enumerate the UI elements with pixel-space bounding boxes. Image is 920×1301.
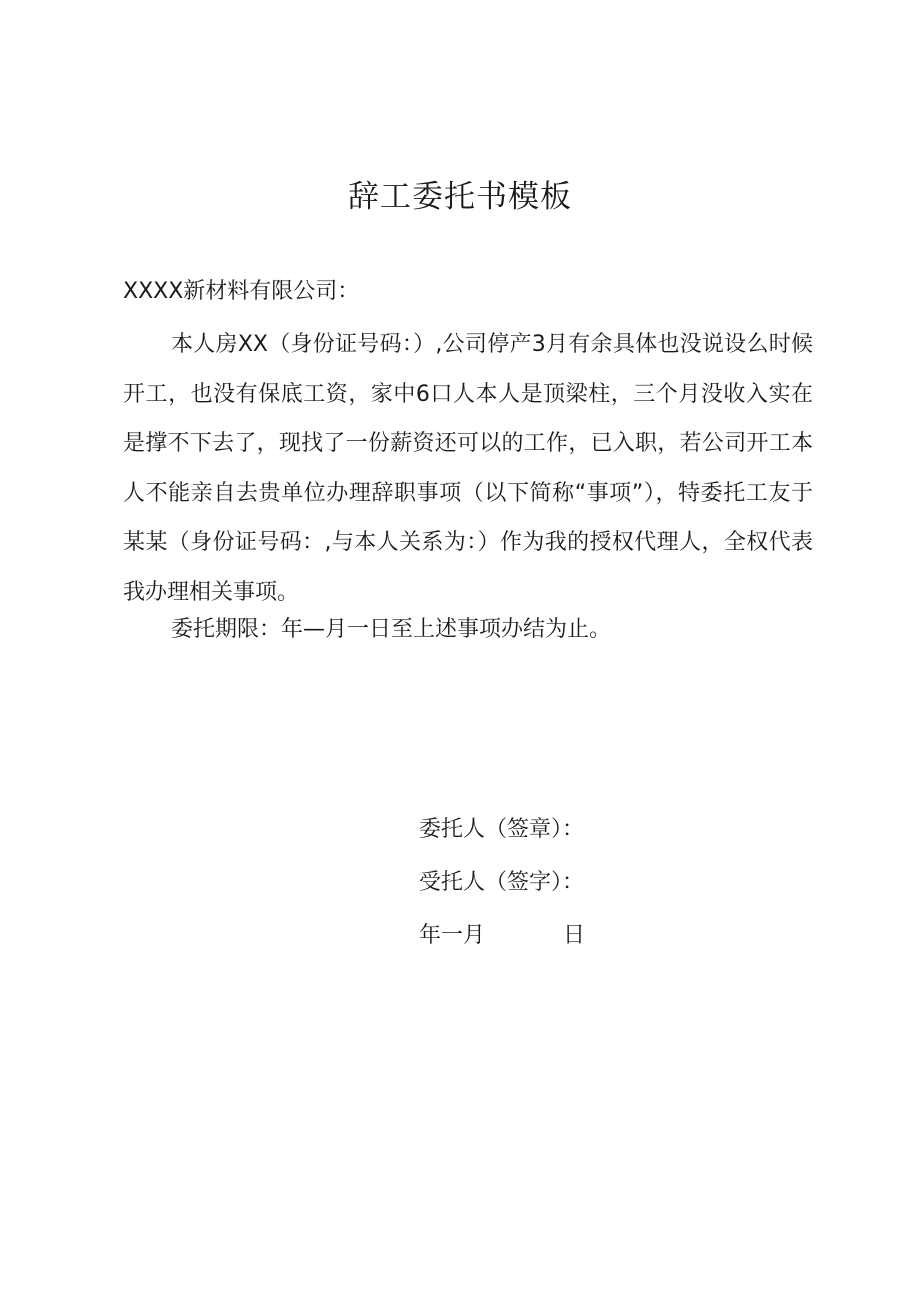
date-day: 日 [563, 923, 586, 948]
date-year-month: 年一月 [419, 923, 486, 948]
agent-signature-line: 受托人（签字）： [419, 870, 585, 895]
period-paragraph: 委托期限：年—月一日至上述事项办结为止。 [171, 617, 612, 642]
body-paragraph: 本人房XX（身份证号码：）,公司停产3月有余具体也没说设么时候开工，也没有保底工资，家中6口人本人是顶梁柱，三个月没收入实在是撑不下去了，现找了一份薪资还可以的工作，已入职，若公司开工本人不能亲自去贵单位办理辞职事项（以下简称“事项”），特委托工友于某某（身份证号码：,与本人关系为：）作为我的授权代理人，全权代表我办理相关事项。 [123, 332, 813, 605]
date-line [419, 918, 585, 954]
document-title: 辞工委托书模板 [348, 179, 572, 215]
salutation: XXXX新材料有限公司： [123, 279, 360, 304]
principal-signature-line: 委托人（签章）： [419, 817, 585, 842]
